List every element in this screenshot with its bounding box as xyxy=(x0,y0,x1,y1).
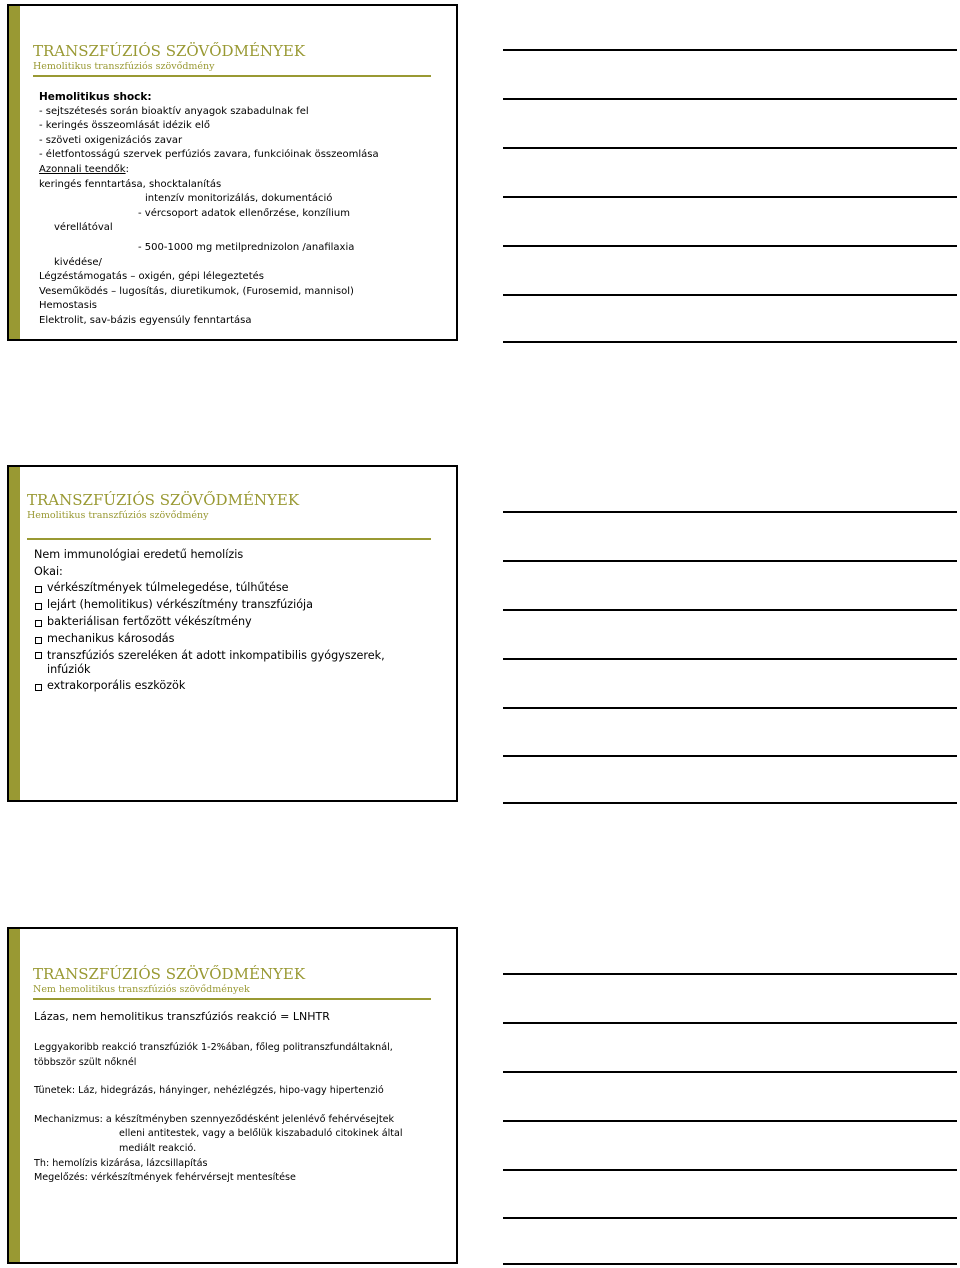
note-line xyxy=(503,294,957,296)
title-divider xyxy=(33,998,431,1000)
slide-body xyxy=(39,90,446,329)
note-line xyxy=(503,707,957,709)
list-item: vérkészítmények túlmelegedése, túlhűtése xyxy=(34,580,446,597)
heading: Nem immunológiai eredetű hemolízis xyxy=(34,548,244,561)
text-line: mediált reakció. xyxy=(119,1142,197,1154)
text-line: Elektrolit, sav-bázis egyensúly fenntartása xyxy=(39,314,252,326)
title-divider xyxy=(27,538,431,540)
slide-subtitle: Hemolitikus transzfúziós szövődmény xyxy=(33,61,215,72)
note-line xyxy=(503,341,957,343)
square-bullet-icon xyxy=(35,620,42,627)
note-line xyxy=(503,802,957,804)
note-line xyxy=(503,973,957,975)
colon: : xyxy=(125,163,129,175)
text-line: - 500-1000 mg metilprednizolon /anafilaxia xyxy=(138,241,355,253)
text-line: vérellátóval xyxy=(54,222,113,234)
text-line: Megelőzés: vérkészítmények fehérvérsejt mentesítése xyxy=(34,1172,296,1184)
note-line xyxy=(503,1169,957,1171)
list-item: extrakorporális eszközök xyxy=(34,678,446,695)
text-line: Hemostasis xyxy=(39,300,97,312)
note-line xyxy=(503,196,957,198)
heading: Lázas, nem hemolitikus transzfúziós reakció = LNHTR xyxy=(34,1010,330,1023)
slide-subtitle: Hemolitikus transzfúziós szövődmény xyxy=(27,510,209,521)
slide-accent-bar xyxy=(9,929,20,1262)
slide-2 xyxy=(7,465,458,802)
note-line xyxy=(503,49,957,51)
okai-label: Okai: xyxy=(34,564,63,578)
square-bullet-icon xyxy=(35,603,42,610)
slide-accent-bar xyxy=(9,6,20,339)
note-line xyxy=(503,511,957,513)
list-item: mechanikus károsodás xyxy=(34,631,446,648)
text-line: többször szült nőknél xyxy=(34,1056,137,1068)
list-item: lejárt (hemolitikus) vérkészítmény transzfúziója xyxy=(34,597,446,614)
slide-subtitle: Nem hemolitikus transzfúziós szövődmények xyxy=(33,984,250,995)
slide-accent-bar xyxy=(9,467,20,800)
text-line: - életfontosságú szervek perfúziós zavara, funkcióinak összeomlása xyxy=(39,149,379,161)
note-line xyxy=(503,245,957,247)
slide-title: TRANSZFÚZIÓS SZÖVŐDMÉNYEK xyxy=(27,491,300,509)
text-line: Tünetek: Láz, hidegrázás, hányinger, nehézlégzés, hipo-vagy hipertenzió xyxy=(34,1085,384,1097)
text-line xyxy=(39,163,446,178)
slide-3 xyxy=(7,927,458,1264)
text-line: intenzív monitorizálás, dokumentáció xyxy=(145,193,333,205)
note-line xyxy=(503,1022,957,1024)
text-line: elleni antitestek, vagy a belőlük kiszabaduló citokinek által xyxy=(119,1128,403,1140)
note-line xyxy=(503,658,957,660)
note-line xyxy=(503,755,957,757)
text-line: - keringés összeomlását idézik elő xyxy=(39,120,210,132)
list-item: bakteriálisan fertőzött vékészítmény xyxy=(34,614,446,631)
text-line: - vércsoport adatok ellenőrzése, konzílium xyxy=(138,207,350,219)
square-bullet-icon xyxy=(35,684,42,691)
slide-title: TRANSZFÚZIÓS SZÖVŐDMÉNYEK xyxy=(33,42,306,60)
note-line xyxy=(503,98,957,100)
note-line xyxy=(503,1071,957,1073)
note-line xyxy=(503,1263,957,1265)
slide-body xyxy=(34,1009,446,1186)
list-item: transzfúziós szereléken át adott inkompatibilis gyógyszerek, infúziók xyxy=(34,647,446,678)
text-line: - szöveti oxigenizációs zavar xyxy=(39,134,183,146)
heading: Hemolitikus shock: xyxy=(39,91,152,103)
text-line: keringés fenntartása, shocktalanítás xyxy=(39,178,222,190)
slide-title: TRANSZFÚZIÓS SZÖVŐDMÉNYEK xyxy=(33,965,306,983)
note-line xyxy=(503,609,957,611)
text-line: Th: hemolízis kizárása, lázcsillapítás xyxy=(34,1157,208,1169)
square-bullet-icon xyxy=(35,652,42,659)
square-bullet-icon xyxy=(35,586,42,593)
underlined-label: Azonnali teendők xyxy=(39,163,126,175)
note-line xyxy=(503,147,957,149)
slide-body xyxy=(34,547,446,695)
slide-1 xyxy=(7,4,458,341)
text-line: Veseműködés – lugosítás, diuretikumok, (Furosemid, mannisol) xyxy=(39,285,354,297)
note-line xyxy=(503,560,957,562)
note-line xyxy=(503,1120,957,1122)
note-line xyxy=(503,1217,957,1219)
title-divider xyxy=(33,75,431,77)
text-line: Leggyakoribb reakció transzfúziók 1-2%ában, főleg politranszfundáltaknál, xyxy=(34,1042,393,1053)
text-line: - sejtszétesés során bioaktív anyagok szabadulnak fel xyxy=(39,105,309,117)
square-bullet-icon xyxy=(35,637,42,644)
text-line: Mechanizmus: a készítményben szennyeződésként jelenlévő fehérvésejtek xyxy=(34,1113,395,1125)
text-line: Légzéstámogatás – oxigén, gépi lélegeztetés xyxy=(39,271,264,283)
text-line: kivédése/ xyxy=(54,256,102,268)
